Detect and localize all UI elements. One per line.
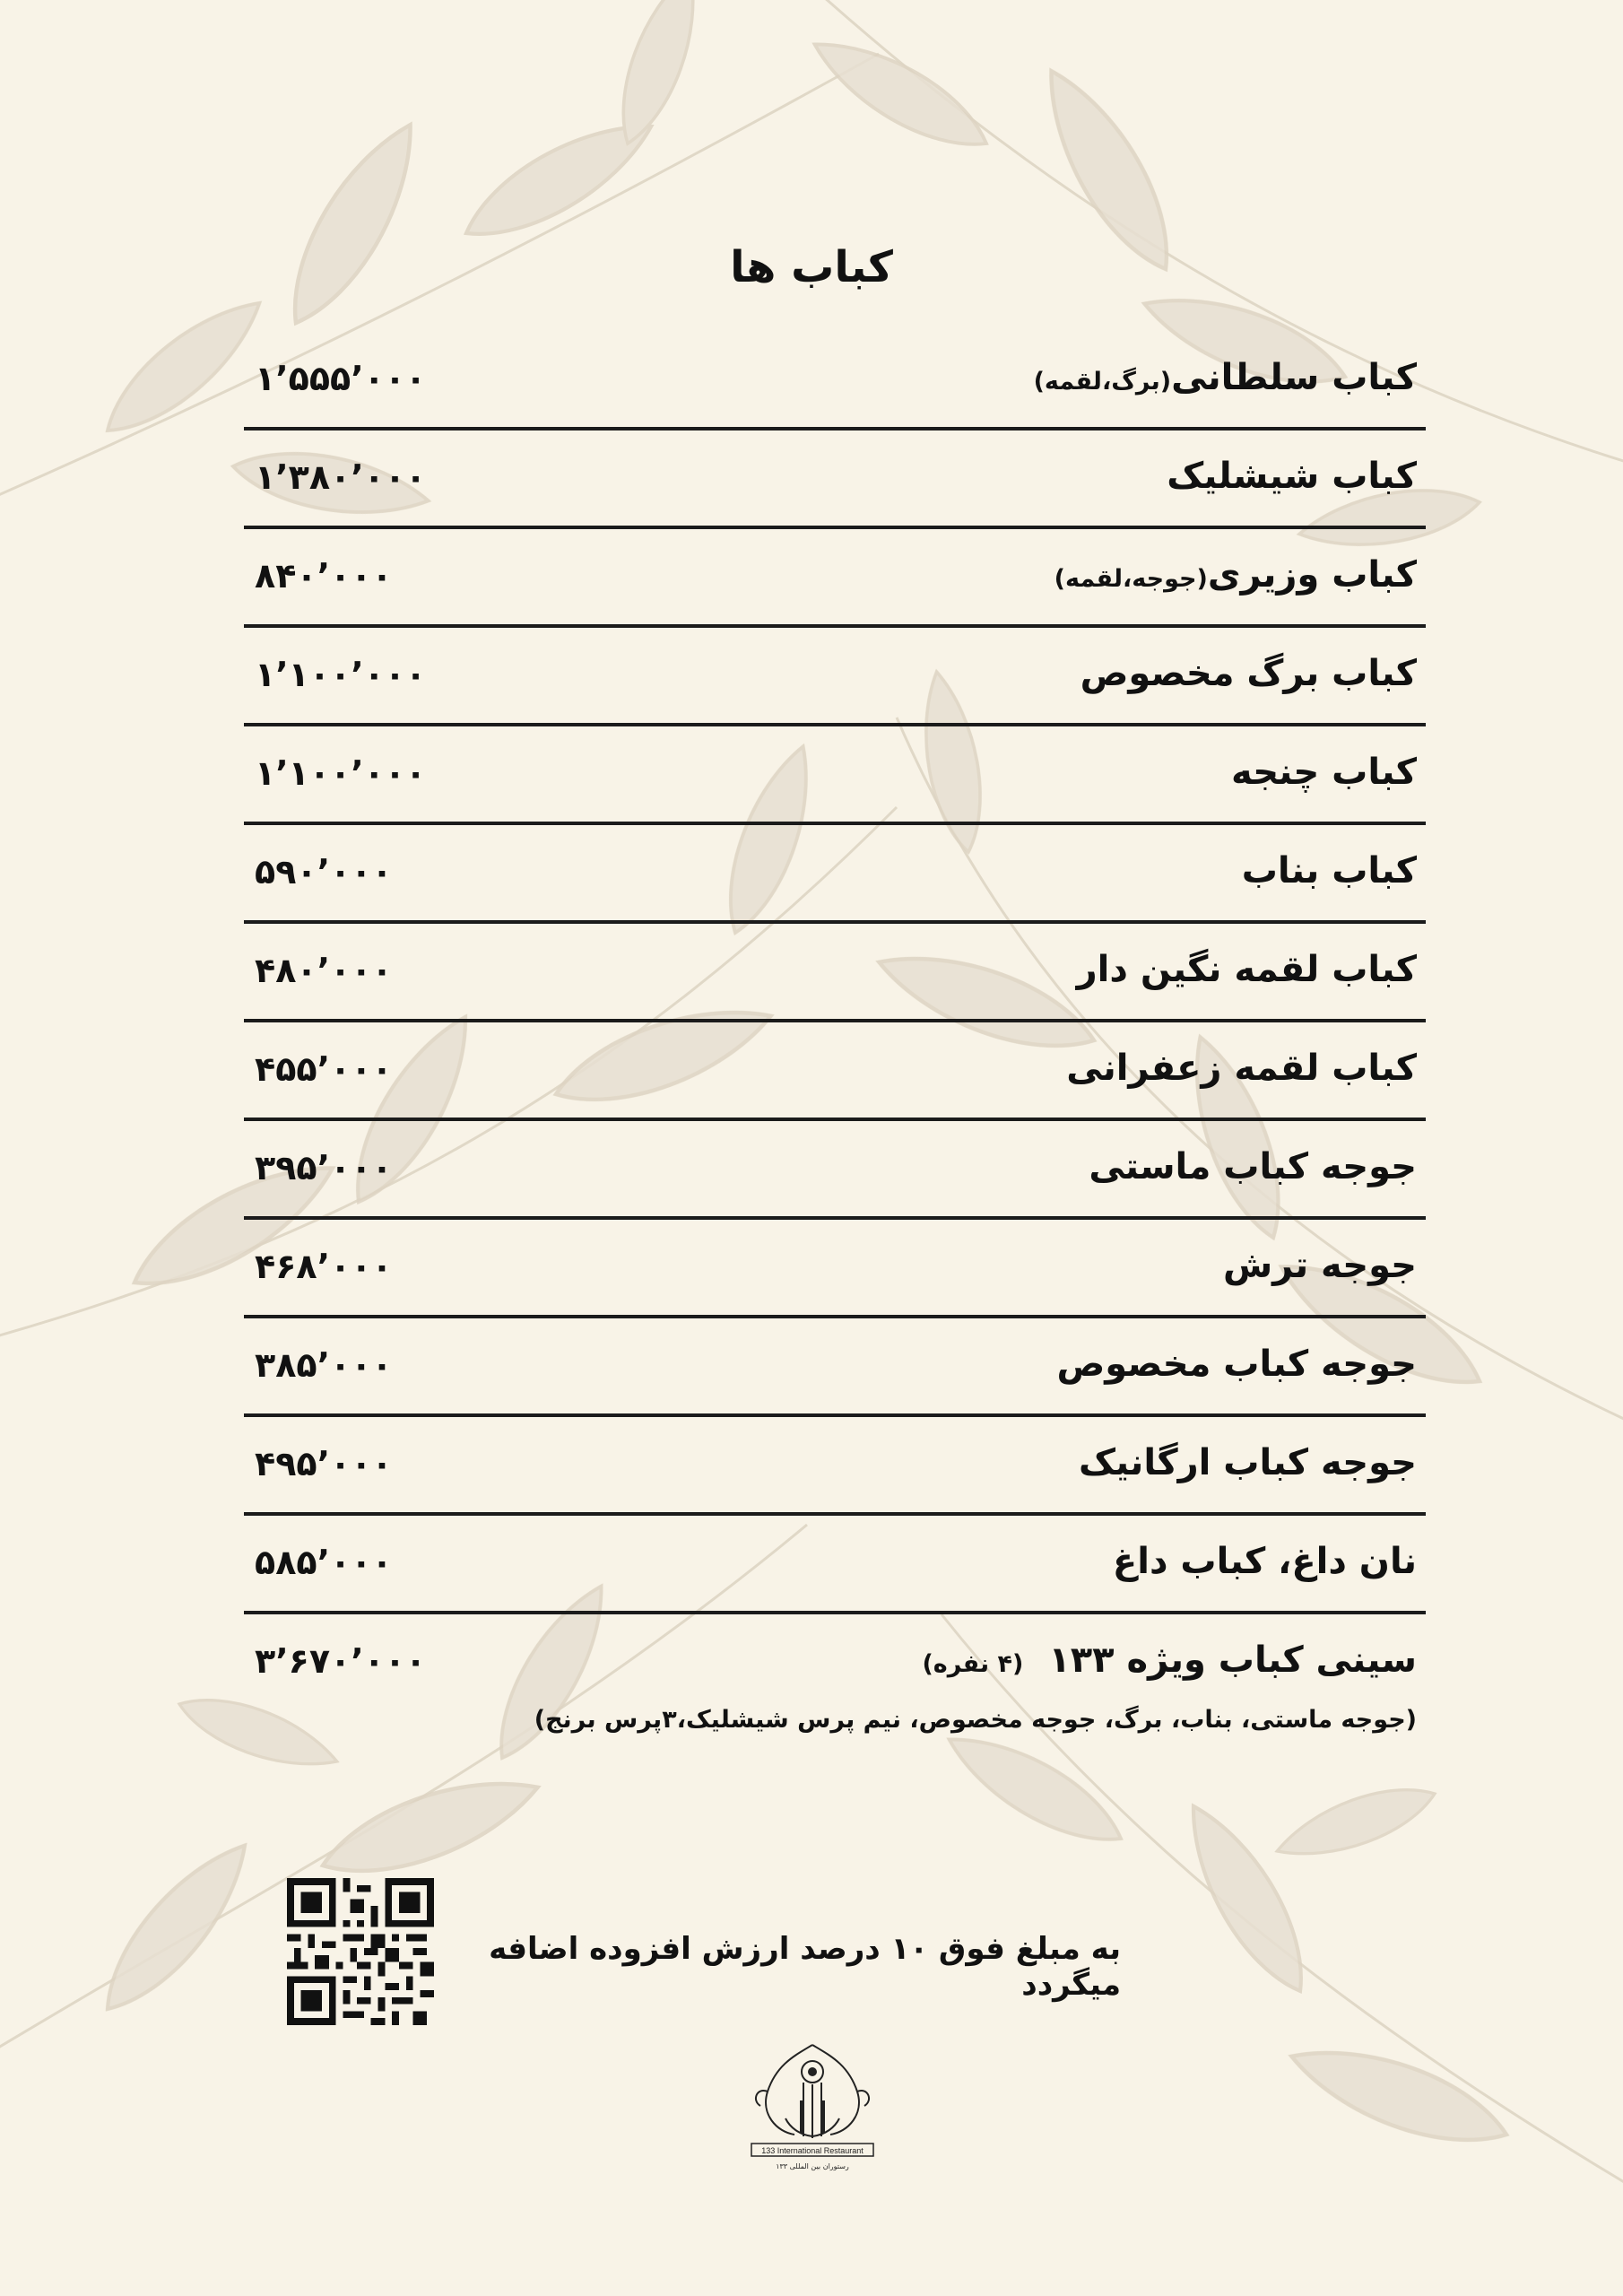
- restaurant-logo: [741, 2038, 884, 2181]
- item-price: ۱٬۱۰۰٬۰۰۰: [255, 753, 427, 793]
- logo-name-fa: رستوران بین المللی ۱۳۳: [776, 2162, 849, 2170]
- menu-item: [244, 332, 1426, 430]
- menu-item: [244, 1516, 1426, 1614]
- combo-item: [244, 1614, 1426, 1734]
- item-name: کباب شیشلیک: [1167, 456, 1417, 497]
- item-price: ۳۹۵٬۰۰۰: [255, 1148, 393, 1187]
- item-price: ۱٬۳۸۰٬۰۰۰: [255, 457, 427, 497]
- item-name: کباب بناب: [1241, 850, 1417, 891]
- item-name: جوجه کباب ارگانیک: [1079, 1442, 1417, 1483]
- menu-item: [244, 825, 1426, 924]
- qr-code[interactable]: [285, 1878, 436, 2025]
- item-price: ۴۶۸٬۰۰۰: [255, 1247, 393, 1286]
- item-price: ۳۸۵٬۰۰۰: [255, 1345, 393, 1385]
- menu-item: [244, 1220, 1426, 1318]
- menu-item: [244, 1417, 1426, 1516]
- item-price: ۱٬۵۵۵٬۰۰۰: [255, 359, 427, 398]
- menu-list: [244, 332, 1426, 1734]
- menu-item: [244, 430, 1426, 529]
- item-name: کباب لقمه زعفرانی: [1066, 1048, 1417, 1089]
- item-price: ۱٬۱۰۰٬۰۰۰: [255, 655, 427, 694]
- item-note: (جوجه،لقمه): [1054, 565, 1208, 593]
- menu-item: [244, 726, 1426, 825]
- menu-item: [244, 628, 1426, 726]
- item-name: جوجه کباب ماستی: [1089, 1146, 1417, 1187]
- item-price: ۵۹۰٬۰۰۰: [255, 852, 393, 891]
- logo-name-en: 133 International Restaurant: [761, 2146, 864, 2155]
- tax-note: به مبلغ فوق ۱۰ درصد ارزش افزوده اضافه میگردد: [489, 1931, 1121, 2003]
- combo-name: سینی کباب ویژه ۱۳۳: [1048, 1639, 1417, 1681]
- item-price: ۴۸۰٬۰۰۰: [255, 951, 393, 990]
- item-price: ۴۹۵٬۰۰۰: [255, 1444, 393, 1483]
- item-note: (برگ،لقمه): [1033, 368, 1172, 396]
- item-name: کباب چنجه: [1231, 752, 1417, 793]
- combo-note: (۴ نفره): [922, 1650, 1024, 1678]
- item-price: ۵۸۵٬۰۰۰: [255, 1543, 393, 1582]
- menu-item: [244, 529, 1426, 628]
- item-price: ۴۵۵٬۰۰۰: [255, 1049, 393, 1089]
- item-name: جوجه کباب مخصوص: [1056, 1344, 1417, 1385]
- page-title: کباب ها: [730, 242, 893, 292]
- item-price: ۸۴۰٬۰۰۰: [255, 556, 393, 596]
- menu-item: [244, 1022, 1426, 1121]
- combo-price: ۳٬۶۷۰٬۰۰۰: [255, 1641, 427, 1681]
- item-name: کباب لقمه نگین دار: [1076, 949, 1417, 990]
- item-name: نان داغ، کباب داغ: [1112, 1541, 1417, 1582]
- item-name: جوجه ترش: [1222, 1245, 1417, 1286]
- item-name: کباب برگ مخصوص: [1080, 653, 1417, 694]
- combo-detail: (جوجه ماستی، بناب، برگ، جوجه مخصوص، نیم پرس شیشلیک،۳پرس برنج): [534, 1706, 1417, 1734]
- menu-item: [244, 1318, 1426, 1417]
- item-name: کباب سلطانی: [1171, 357, 1417, 398]
- menu-item: [244, 1121, 1426, 1220]
- item-name: کباب وزیری: [1207, 554, 1417, 596]
- menu-item: [244, 924, 1426, 1022]
